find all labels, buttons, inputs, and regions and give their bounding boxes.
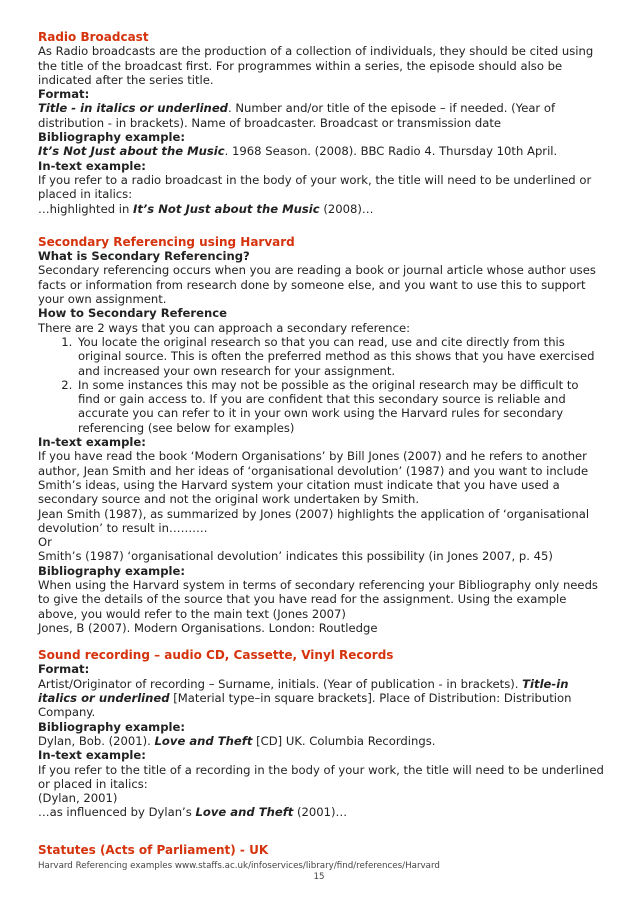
radio-intext-label: In-text example: bbox=[38, 158, 146, 173]
footer-text: Harvard Referencing examples www.staffs.ac.uk/infoservices/library/find/references/Harvard bbox=[38, 861, 440, 871]
radio-intext-text: If you refer to a radio broadcast in the body of your work, the title will need to be underlined or placed in italics: bbox=[38, 172, 592, 202]
sound-example-title: Love and Theft bbox=[195, 805, 294, 820]
sound-intext-label: In-text example: bbox=[38, 748, 146, 763]
radio-heading: Radio Broadcast bbox=[38, 30, 149, 44]
list-item: 2. In some instances this may not be possible as the original research may be difficult to find or gain access to. If you are confident that this secondary source is reliable and accurate you can refer to it in your own work using the Harvard rules for secondary referencing (see below for examples) bbox=[76, 378, 604, 435]
page-number: 15 bbox=[313, 872, 325, 882]
sound-format bbox=[38, 677, 604, 720]
radio-bib bbox=[38, 144, 604, 158]
secondary-bib-label: Bibliography example: bbox=[38, 563, 186, 578]
sound-format-pre: Artist/Originator of recording – Surname, initials. (Year of publication - in brackets). bbox=[38, 676, 523, 691]
radio-intro: As Radio broadcasts are the production of a collection of individuals, they should be cited using the title of the broadcast first. For programmes within a series, the episode should also be indicated after the series title. bbox=[38, 44, 594, 87]
secondary-intext-text: If you have read the book ‘Modern Organisations’ by Bill Jones (2007) and he refers to another author, Jean Smith and her ideas of ‘organisational devolution’ (1987) and you want to include Smith’s ideas, using the Harvard system your citation must indicate that you have used a secondary source and not the original work undertaken by Smith. bbox=[38, 449, 589, 507]
sound-heading: Sound recording – audio CD, Cassette, Vinyl Records bbox=[38, 648, 394, 663]
radio-example-title: It’s Not Just about the Music bbox=[133, 201, 320, 216]
sound-example-pre: …as influenced by Dylan’s bbox=[38, 805, 196, 820]
sound-format-label: Format: bbox=[38, 662, 90, 677]
sound-intext-text: If you refer to the title of a recording in the body of your work, the title will need to be underlined or placed in italics: bbox=[38, 762, 604, 791]
sound-bib-post: [CD] UK. Columbia Recordings. bbox=[252, 733, 436, 748]
statutes-heading: Statutes (Acts of Parliament) - UK bbox=[38, 843, 269, 857]
radio-format-title: Title - in italics or underlined bbox=[38, 101, 228, 116]
sound-format-post: [Material type–in square brackets]. Place of Distribution: Distribution Company. bbox=[38, 691, 572, 720]
radio-bib-rest: . 1968 Season. (2008). BBC Radio 4. Thursday 10th April. bbox=[224, 144, 558, 159]
secondary-example2: Smith’s (1987) ‘organisational devolution’ indicates this possibility (in Jones 2007, p. 45) bbox=[38, 549, 553, 564]
radio-example-post: (2008)… bbox=[319, 201, 374, 216]
radio-format-rest: . Number and/or title of the episode – if needed. (Year of distribution - in brackets). Name of broadcaster. Broadcast or transmission date bbox=[38, 101, 556, 130]
secondary-intext-label: In-text example: bbox=[38, 435, 146, 450]
secondary-list bbox=[38, 335, 604, 435]
sound-format-title: Title-in italics or underlined bbox=[38, 676, 569, 706]
secondary-what-text: Secondary referencing occurs when you are reading a book or journal article whose author uses facts or information from research done by someone else, and you want to use this to support your own assignment. bbox=[38, 263, 596, 307]
document-body bbox=[38, 30, 604, 820]
sound-bib bbox=[38, 734, 604, 748]
secondary-heading: Secondary Referencing using Harvard bbox=[38, 234, 295, 249]
radio-bib-title: It’s Not Just about the Music bbox=[38, 144, 225, 159]
radio-bib-label: Bibliography example: bbox=[38, 130, 186, 145]
secondary-bib-text: When using the Harvard system in terms of secondary referencing your Bibliography only needs to give the details of the source that you have read for the assignment. Using the example above, you would refer to the main text (Jones 2007) bbox=[38, 577, 598, 621]
sound-bib-title: Love and Theft bbox=[154, 733, 253, 748]
secondary-or: Or bbox=[38, 535, 52, 550]
radio-example-pre: …highlighted in bbox=[38, 201, 133, 216]
secondary-how-label: How to Secondary Reference bbox=[38, 306, 227, 321]
list-item: 1. You locate the original research so that you can read, use and cite directly from this original source. This is often the preferred method as this shows that you have exercised and increased your own research for your assignment. bbox=[76, 335, 604, 378]
secondary-what-label: What is Secondary Referencing? bbox=[38, 249, 250, 264]
secondary-how-text: There are 2 ways that you can approach a secondary reference: bbox=[38, 320, 411, 335]
secondary-bib-example: Jones, B (2007). Modern Organisations. London: Routledge bbox=[38, 620, 378, 635]
radio-format bbox=[38, 101, 604, 130]
secondary-example1: Jean Smith (1987), as summarized by Jones (2007) highlights the application of ‘organisational devolution’ to result in………. bbox=[38, 506, 590, 535]
sound-example bbox=[38, 805, 604, 819]
sound-cite: (Dylan, 2001) bbox=[38, 791, 118, 806]
radio-format-label: Format: bbox=[38, 87, 90, 102]
sound-bib-pre: Dylan, Bob. (2001). bbox=[38, 733, 155, 748]
radio-example bbox=[38, 202, 604, 216]
sound-bib-label: Bibliography example: bbox=[38, 719, 186, 734]
sound-example-post: (2001)… bbox=[293, 805, 348, 820]
